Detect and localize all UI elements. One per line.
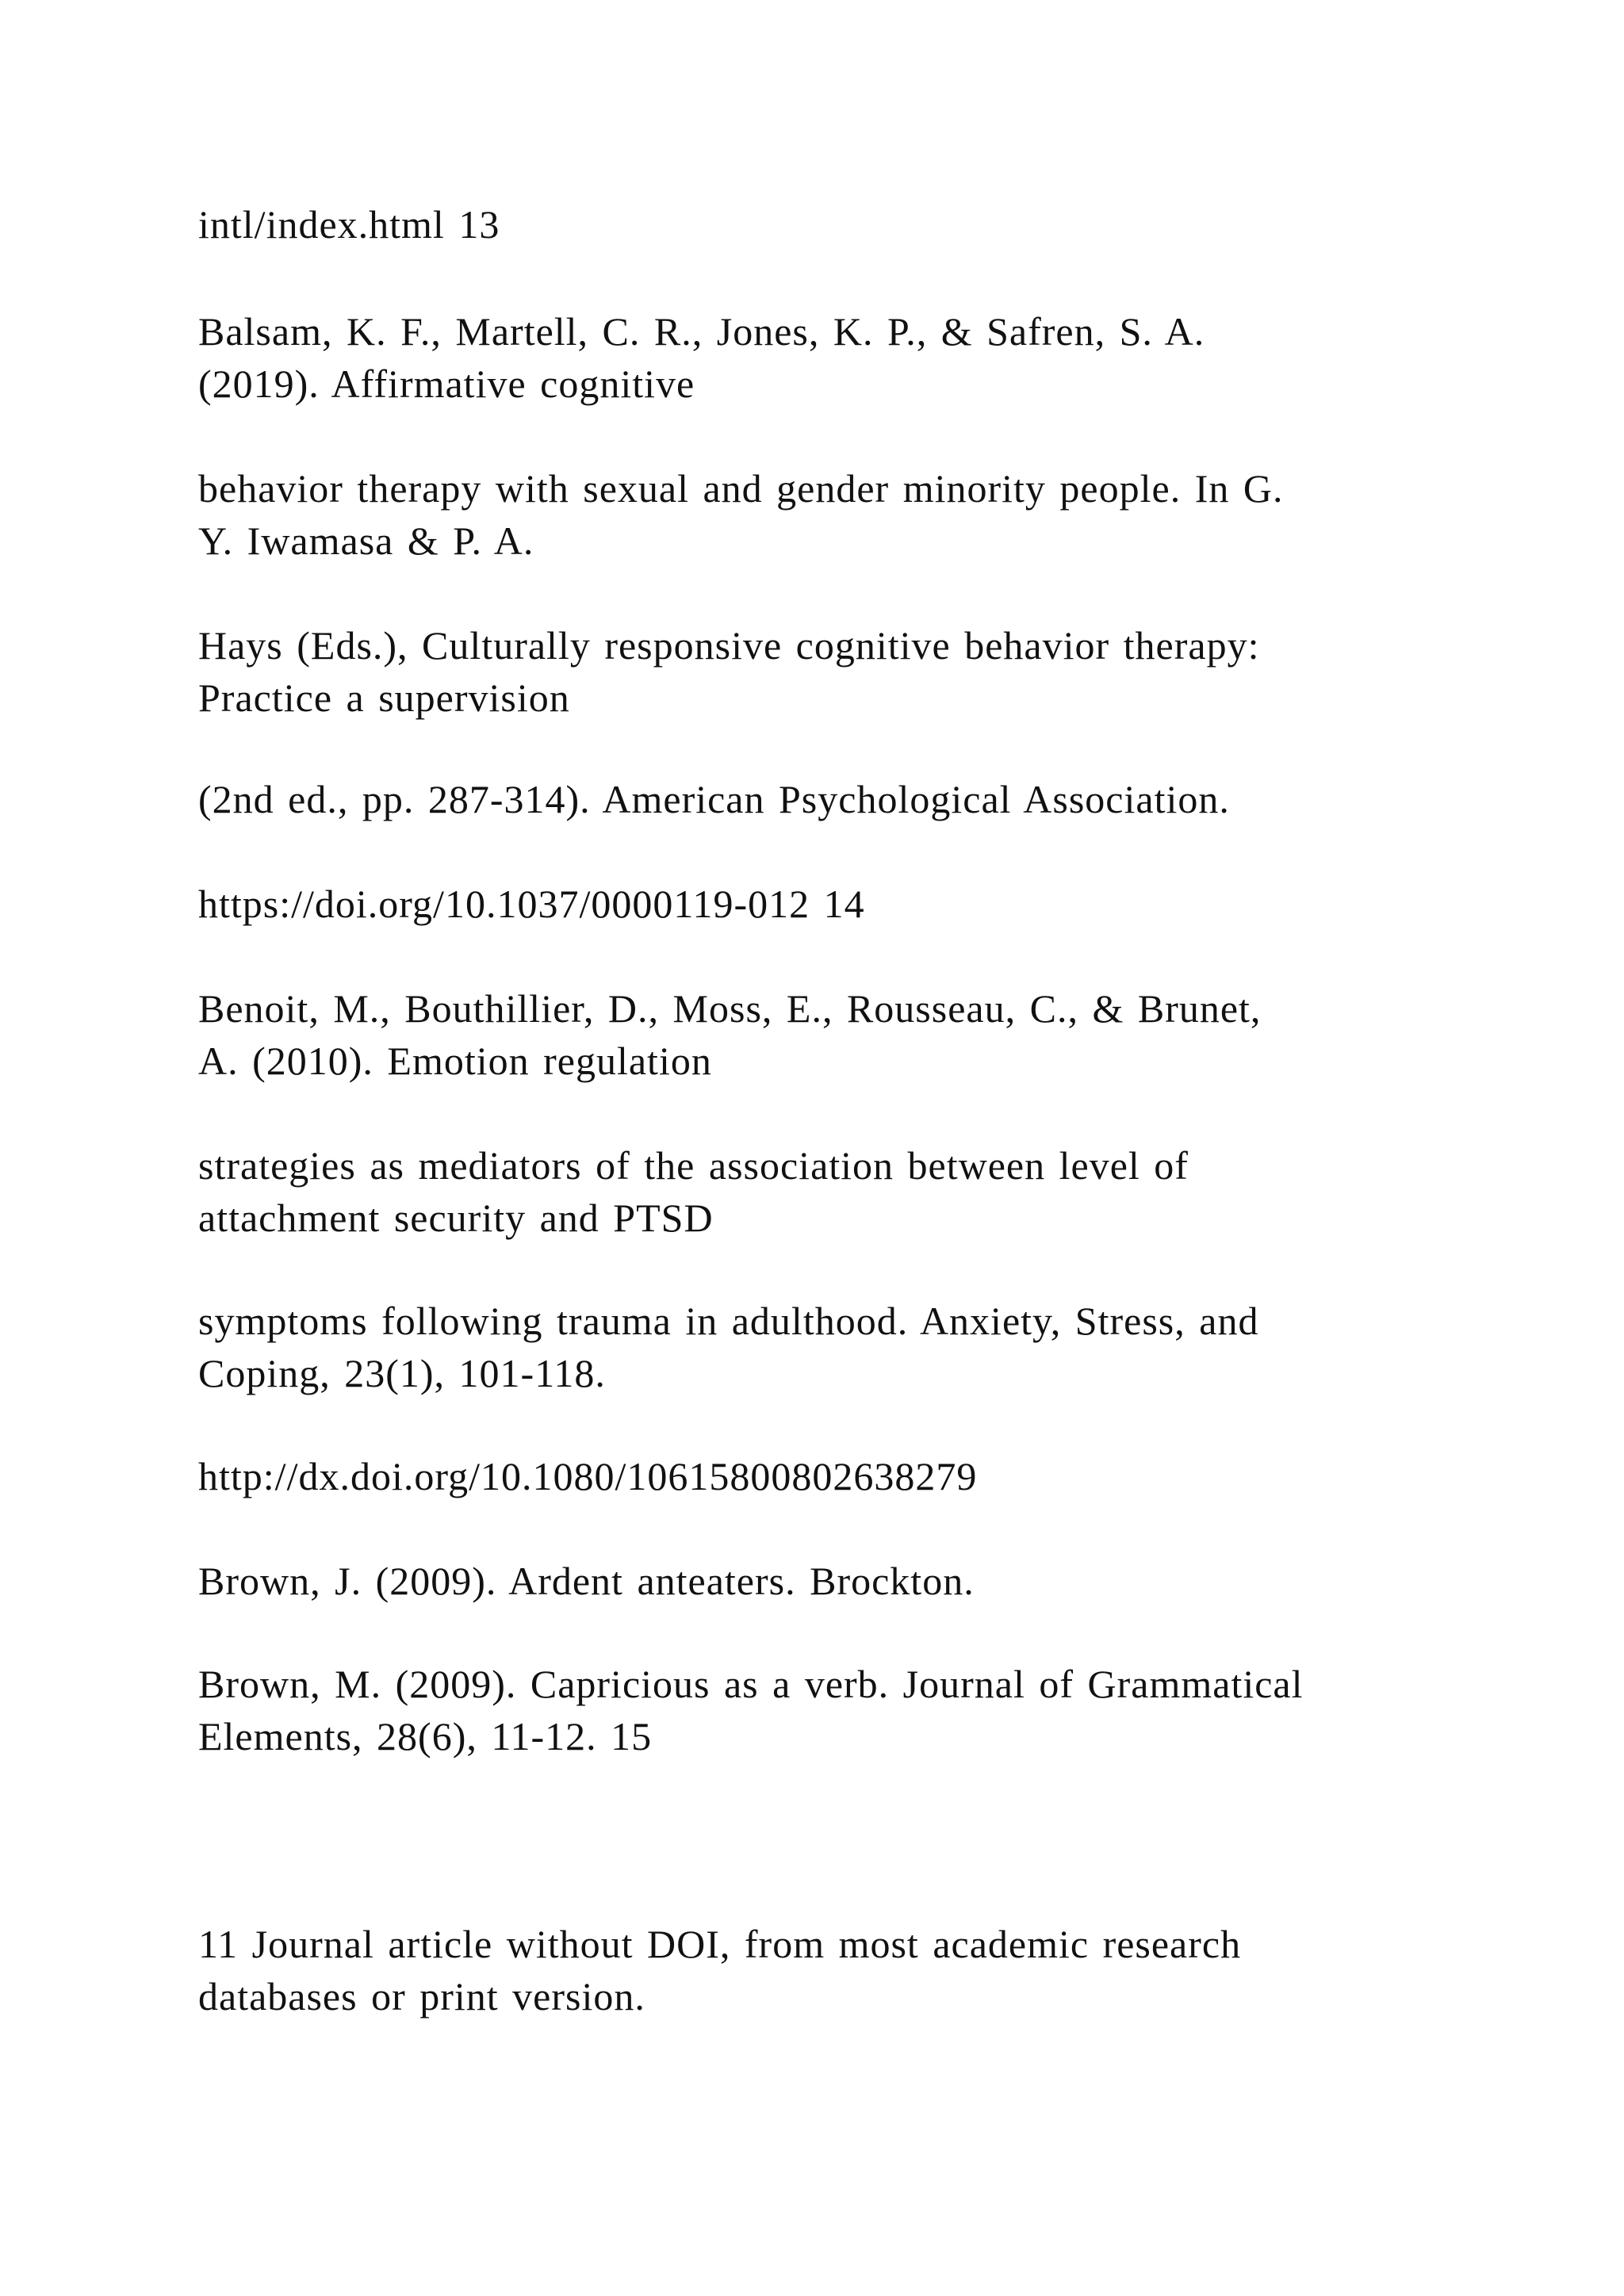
- text-line: http://dx.doi.org/10.1080/10615800802638279: [198, 1454, 978, 1498]
- text-line: Balsam, K. F., Martell, C. R., Jones, K. P., & Safren, S. A.: [198, 309, 1205, 354]
- text-line: (2nd ed., pp. 287-314). American Psychological Association.: [198, 777, 1230, 821]
- reference-entry: [198, 305, 1507, 410]
- text-line: (2019). Affirmative cognitive: [198, 362, 695, 406]
- text-line: Hays (Eds.), Culturally responsive cognitive behavior therapy:: [198, 623, 1260, 668]
- text-line: Coping, 23(1), 101-118.: [198, 1351, 606, 1395]
- reference-fragment: [198, 198, 1507, 251]
- reference-entry-continuation: [198, 462, 1507, 567]
- text-line: A. (2010). Emotion regulation: [198, 1039, 712, 1083]
- reference-entry: [198, 1658, 1507, 1762]
- text-line: Elements, 28(6), 11-12. 15: [198, 1714, 653, 1758]
- reference-entry-continuation: [198, 1295, 1507, 1399]
- text-line: https://doi.org/10.1037/0000119-012 14: [198, 882, 865, 926]
- footnote: [198, 1918, 1507, 2022]
- reference-doi: [198, 1450, 1507, 1502]
- reference-entry-continuation: [198, 619, 1507, 724]
- text-line: strategies as mediators of the association between level of: [198, 1143, 1189, 1188]
- text-line: attachment security and PTSD: [198, 1196, 714, 1240]
- reference-entry: [198, 982, 1507, 1087]
- text-line: Y. Iwamasa & P. A.: [198, 519, 534, 563]
- text-line: 11 Journal article without DOI, from most academic research: [198, 1922, 1242, 1966]
- text-line: databases or print version.: [198, 1974, 645, 2019]
- text-line: symptoms following trauma in adulthood. Anxiety, Stress, and: [198, 1299, 1259, 1343]
- text-line: Benoit, M., Bouthillier, D., Moss, E., Rousseau, C., & Brunet,: [198, 986, 1262, 1031]
- reference-entry: [198, 1555, 1507, 1607]
- text-line: Brown, J. (2009). Ardent anteaters. Brockton.: [198, 1559, 975, 1603]
- text-line: behavior therapy with sexual and gender minority people. In G.: [198, 466, 1284, 511]
- reference-entry-continuation: [198, 1139, 1507, 1244]
- text-line: intl/index.html 13: [198, 202, 500, 247]
- reference-entry-continuation: [198, 773, 1507, 825]
- text-line: Brown, M. (2009). Capricious as a verb. Journal of Grammatical: [198, 1662, 1304, 1706]
- reference-doi: [198, 878, 1507, 930]
- text-line: Practice a supervision: [198, 675, 570, 720]
